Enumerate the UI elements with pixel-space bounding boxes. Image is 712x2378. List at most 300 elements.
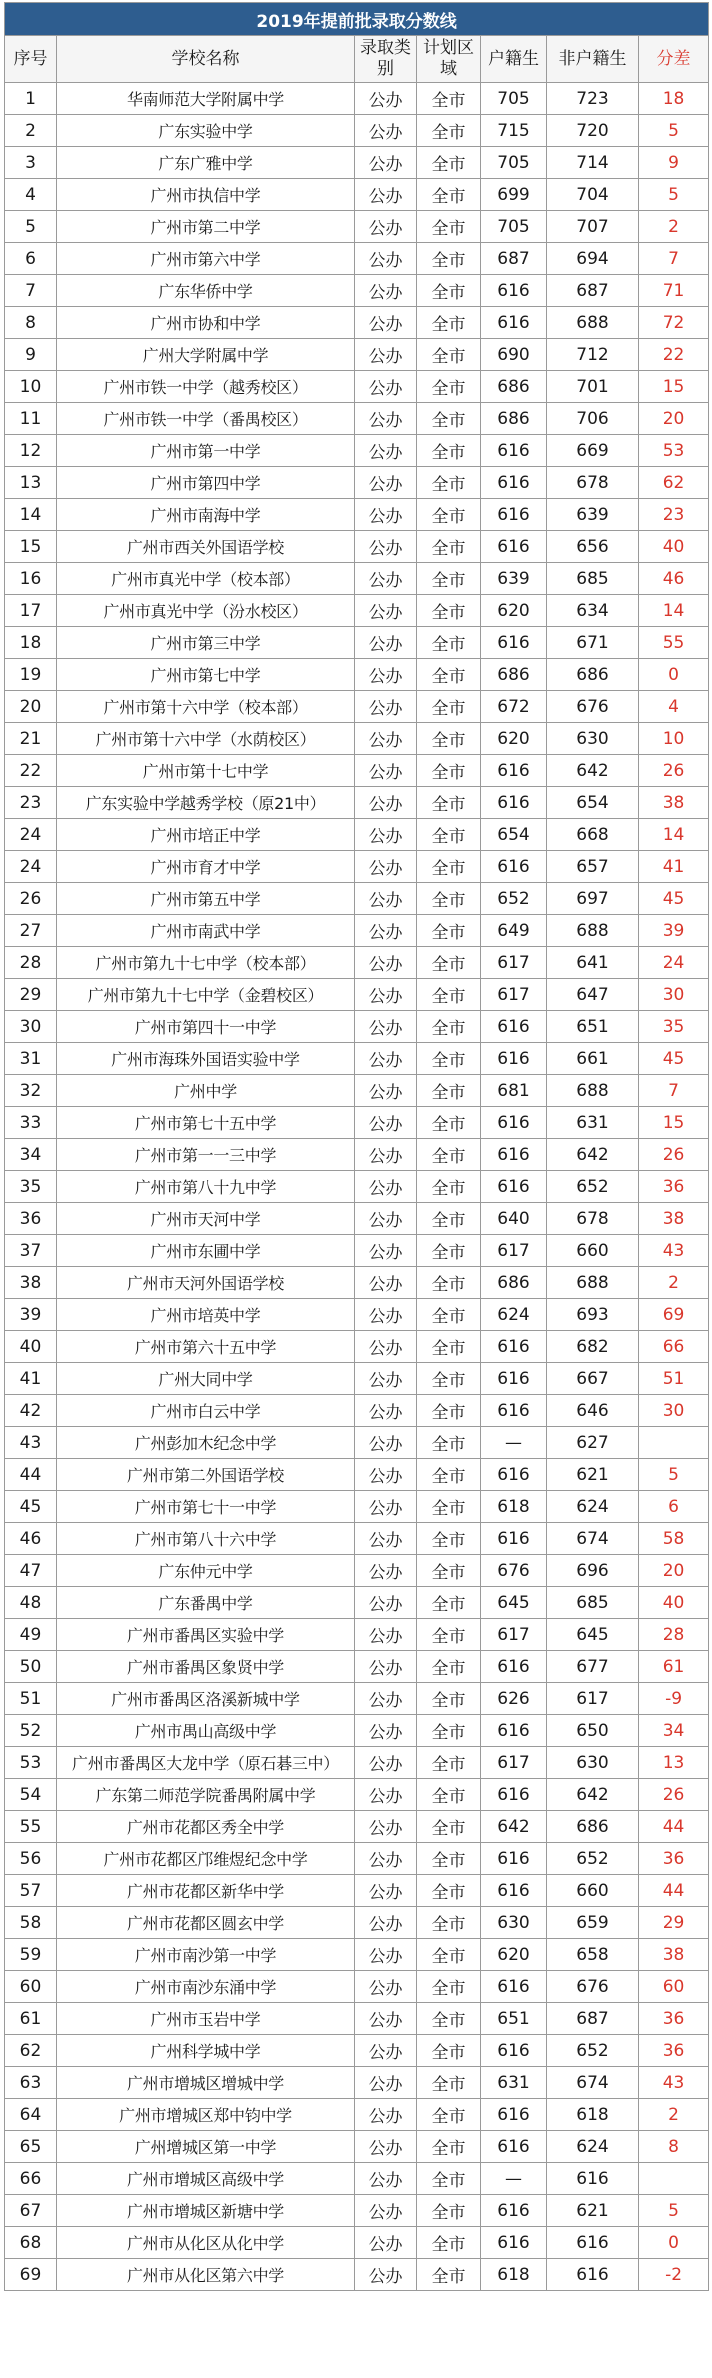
row-local-score: 616 — [481, 1875, 547, 1907]
row-type: 公办 — [355, 1843, 417, 1875]
row-local-score: 686 — [481, 371, 547, 403]
row-nonlocal-score: 642 — [547, 1779, 639, 1811]
row-local-score: 618 — [481, 1491, 547, 1523]
row-index: 1 — [5, 83, 57, 115]
row-school-name: 广东番禺中学 — [57, 1587, 355, 1619]
row-local-score: 616 — [481, 2195, 547, 2227]
row-local-score: 616 — [481, 1043, 547, 1075]
table-row — [5, 2259, 709, 2291]
row-index: 63 — [5, 2067, 57, 2099]
row-school-name: 广州市第七十五中学 — [57, 1107, 355, 1139]
row-local-score: 676 — [481, 1555, 547, 1587]
row-school-name: 广州市第十六中学（校本部） — [57, 691, 355, 723]
table-row — [5, 1971, 709, 2003]
row-school-name: 广州市第六十五中学 — [57, 1331, 355, 1363]
row-area: 全市 — [417, 787, 481, 819]
row-score-diff: 5 — [639, 2195, 709, 2227]
row-area: 全市 — [417, 1363, 481, 1395]
table-row — [5, 2163, 709, 2195]
row-score-diff: 46 — [639, 563, 709, 595]
row-score-diff: 55 — [639, 627, 709, 659]
table-row — [5, 723, 709, 755]
row-type: 公办 — [355, 1491, 417, 1523]
row-nonlocal-score: 667 — [547, 1363, 639, 1395]
row-index: 22 — [5, 755, 57, 787]
row-type: 公办 — [355, 915, 417, 947]
row-index: 3 — [5, 147, 57, 179]
table-row — [5, 2003, 709, 2035]
row-local-score: 690 — [481, 339, 547, 371]
row-type: 公办 — [355, 435, 417, 467]
row-nonlocal-score: 688 — [547, 1075, 639, 1107]
row-score-diff: 29 — [639, 1907, 709, 1939]
row-index: 20 — [5, 691, 57, 723]
table-row — [5, 627, 709, 659]
row-school-name: 广州大同中学 — [57, 1363, 355, 1395]
row-nonlocal-score: 652 — [547, 1171, 639, 1203]
row-type: 公办 — [355, 115, 417, 147]
table-row — [5, 211, 709, 243]
row-nonlocal-score: 639 — [547, 499, 639, 531]
header-diff: 分差 — [639, 36, 709, 83]
row-local-score: 630 — [481, 1907, 547, 1939]
row-school-name: 广州市花都区邝维煜纪念中学 — [57, 1843, 355, 1875]
row-score-diff: -9 — [639, 1683, 709, 1715]
row-type: 公办 — [355, 819, 417, 851]
row-nonlocal-score: 693 — [547, 1299, 639, 1331]
row-type: 公办 — [355, 1363, 417, 1395]
row-area: 全市 — [417, 1683, 481, 1715]
row-nonlocal-score: 621 — [547, 1459, 639, 1491]
row-type: 公办 — [355, 755, 417, 787]
row-area: 全市 — [417, 115, 481, 147]
row-score-diff: 38 — [639, 1203, 709, 1235]
table-header-row — [5, 36, 709, 83]
row-score-diff: 40 — [639, 1587, 709, 1619]
row-area: 全市 — [417, 435, 481, 467]
row-nonlocal-score: 697 — [547, 883, 639, 915]
row-local-score: 616 — [481, 1363, 547, 1395]
row-school-name: 广州市天河外国语学校 — [57, 1267, 355, 1299]
table-row — [5, 1747, 709, 1779]
row-school-name: 广州市培英中学 — [57, 1299, 355, 1331]
table-row — [5, 403, 709, 435]
row-area: 全市 — [417, 1971, 481, 2003]
row-score-diff: 7 — [639, 1075, 709, 1107]
row-nonlocal-score: 678 — [547, 1203, 639, 1235]
row-area: 全市 — [417, 1939, 481, 1971]
row-type: 公办 — [355, 1619, 417, 1651]
row-index: 48 — [5, 1587, 57, 1619]
row-school-name: 广州市西关外国语学校 — [57, 531, 355, 563]
row-nonlocal-score: 685 — [547, 563, 639, 595]
row-nonlocal-score: 630 — [547, 1747, 639, 1779]
row-score-diff: 44 — [639, 1811, 709, 1843]
row-school-name: 广州市番禺区实验中学 — [57, 1619, 355, 1651]
row-score-diff: 36 — [639, 2003, 709, 2035]
row-area: 全市 — [417, 1459, 481, 1491]
row-index: 9 — [5, 339, 57, 371]
row-area: 全市 — [417, 819, 481, 851]
table-row — [5, 467, 709, 499]
row-index: 59 — [5, 1939, 57, 1971]
row-area: 全市 — [417, 851, 481, 883]
row-type: 公办 — [355, 499, 417, 531]
table-row — [5, 1651, 709, 1683]
table-row — [5, 595, 709, 627]
table-row — [5, 307, 709, 339]
row-area: 全市 — [417, 947, 481, 979]
row-index: 12 — [5, 435, 57, 467]
row-type: 公办 — [355, 83, 417, 115]
row-score-diff: 26 — [639, 1779, 709, 1811]
row-type: 公办 — [355, 1427, 417, 1459]
row-nonlocal-score: 630 — [547, 723, 639, 755]
row-nonlocal-score: 642 — [547, 755, 639, 787]
table-row — [5, 915, 709, 947]
table-row — [5, 1139, 709, 1171]
row-type: 公办 — [355, 1139, 417, 1171]
row-index: 19 — [5, 659, 57, 691]
table-row — [5, 787, 709, 819]
table-row — [5, 147, 709, 179]
row-local-score: 616 — [481, 1011, 547, 1043]
row-area: 全市 — [417, 1619, 481, 1651]
row-index: 33 — [5, 1107, 57, 1139]
row-type: 公办 — [355, 403, 417, 435]
row-area: 全市 — [417, 627, 481, 659]
row-school-name: 广州市铁一中学（越秀校区） — [57, 371, 355, 403]
row-school-name: 广州市第八十六中学 — [57, 1523, 355, 1555]
row-type: 公办 — [355, 947, 417, 979]
row-nonlocal-score: 634 — [547, 595, 639, 627]
row-type: 公办 — [355, 1971, 417, 2003]
row-school-name: 广州市第一中学 — [57, 435, 355, 467]
row-school-name: 广东华侨中学 — [57, 275, 355, 307]
row-local-score: 616 — [481, 1139, 547, 1171]
row-nonlocal-score: 686 — [547, 1811, 639, 1843]
row-type: 公办 — [355, 1811, 417, 1843]
table-row — [5, 2067, 709, 2099]
row-type: 公办 — [355, 2227, 417, 2259]
row-school-name: 广州市花都区新华中学 — [57, 1875, 355, 1907]
row-nonlocal-score: 647 — [547, 979, 639, 1011]
row-nonlocal-score: 621 — [547, 2195, 639, 2227]
row-area: 全市 — [417, 915, 481, 947]
row-type: 公办 — [355, 1907, 417, 1939]
row-local-score: 616 — [481, 1715, 547, 1747]
row-school-name: 广州市第九十七中学（金碧校区） — [57, 979, 355, 1011]
row-score-diff: 5 — [639, 179, 709, 211]
row-school-name: 广州市第四中学 — [57, 467, 355, 499]
table-row — [5, 1075, 709, 1107]
row-type: 公办 — [355, 1011, 417, 1043]
row-nonlocal-score: 688 — [547, 307, 639, 339]
row-index: 46 — [5, 1523, 57, 1555]
row-type: 公办 — [355, 371, 417, 403]
row-nonlocal-score: 707 — [547, 211, 639, 243]
row-type: 公办 — [355, 211, 417, 243]
row-score-diff: 2 — [639, 1267, 709, 1299]
row-nonlocal-score: 669 — [547, 435, 639, 467]
row-score-diff: 2 — [639, 2099, 709, 2131]
row-score-diff: 5 — [639, 115, 709, 147]
table-row — [5, 563, 709, 595]
row-local-score: 617 — [481, 1235, 547, 1267]
row-score-diff: 7 — [639, 243, 709, 275]
row-index: 13 — [5, 467, 57, 499]
row-score-diff: 0 — [639, 659, 709, 691]
row-school-name: 广州市东圃中学 — [57, 1235, 355, 1267]
table-row — [5, 1683, 709, 1715]
row-local-score: 616 — [481, 531, 547, 563]
row-local-score: 616 — [481, 307, 547, 339]
row-score-diff: 58 — [639, 1523, 709, 1555]
row-local-score: 616 — [481, 467, 547, 499]
row-score-diff: 61 — [639, 1651, 709, 1683]
row-index: 66 — [5, 2163, 57, 2195]
table-row — [5, 1811, 709, 1843]
row-school-name: 广州彭加木纪念中学 — [57, 1427, 355, 1459]
row-area: 全市 — [417, 1843, 481, 1875]
row-area: 全市 — [417, 1523, 481, 1555]
row-local-score: 616 — [481, 2035, 547, 2067]
row-type: 公办 — [355, 2003, 417, 2035]
row-nonlocal-score: 696 — [547, 1555, 639, 1587]
row-index: 28 — [5, 947, 57, 979]
row-index: 49 — [5, 1619, 57, 1651]
row-local-score: 616 — [481, 1395, 547, 1427]
row-index: 23 — [5, 787, 57, 819]
table-row — [5, 1395, 709, 1427]
row-school-name: 广州市第二中学 — [57, 211, 355, 243]
row-area: 全市 — [417, 2227, 481, 2259]
row-area: 全市 — [417, 1427, 481, 1459]
row-score-diff: 13 — [639, 1747, 709, 1779]
row-index: 29 — [5, 979, 57, 1011]
row-score-diff: 43 — [639, 2067, 709, 2099]
row-area: 全市 — [417, 1491, 481, 1523]
row-local-score: 616 — [481, 1459, 547, 1491]
row-area: 全市 — [417, 1011, 481, 1043]
row-index: 34 — [5, 1139, 57, 1171]
row-index: 36 — [5, 1203, 57, 1235]
row-school-name: 广州市第四十一中学 — [57, 1011, 355, 1043]
row-score-diff: 40 — [639, 531, 709, 563]
row-local-score: 620 — [481, 595, 547, 627]
table-row — [5, 1619, 709, 1651]
row-type: 公办 — [355, 179, 417, 211]
row-index: 44 — [5, 1459, 57, 1491]
row-area: 全市 — [417, 1811, 481, 1843]
row-area: 全市 — [417, 1171, 481, 1203]
row-type: 公办 — [355, 1779, 417, 1811]
row-index: 43 — [5, 1427, 57, 1459]
row-area: 全市 — [417, 755, 481, 787]
row-area: 全市 — [417, 1139, 481, 1171]
row-school-name: 广州市增城区高级中学 — [57, 2163, 355, 2195]
row-school-name: 广州市番禺区洛溪新城中学 — [57, 1683, 355, 1715]
row-index: 40 — [5, 1331, 57, 1363]
row-index: 24 — [5, 851, 57, 883]
row-area: 全市 — [417, 2067, 481, 2099]
row-area: 全市 — [417, 499, 481, 531]
row-school-name: 广州市协和中学 — [57, 307, 355, 339]
row-score-diff: 22 — [639, 339, 709, 371]
row-local-score: 681 — [481, 1075, 547, 1107]
row-area: 全市 — [417, 1555, 481, 1587]
row-score-diff: 38 — [639, 787, 709, 819]
row-local-score: 631 — [481, 2067, 547, 2099]
row-local-score: 618 — [481, 2259, 547, 2291]
row-type: 公办 — [355, 531, 417, 563]
table-row — [5, 339, 709, 371]
row-index: 69 — [5, 2259, 57, 2291]
row-local-score: 645 — [481, 1587, 547, 1619]
row-school-name: 广州市花都区圆玄中学 — [57, 1907, 355, 1939]
row-type: 公办 — [355, 2195, 417, 2227]
row-school-name: 广州中学 — [57, 1075, 355, 1107]
table-row — [5, 2035, 709, 2067]
header-area: 计划区域 — [417, 36, 481, 83]
row-nonlocal-score: 646 — [547, 1395, 639, 1427]
row-index: 6 — [5, 243, 57, 275]
row-index: 45 — [5, 1491, 57, 1523]
header-type: 录取类别 — [355, 36, 417, 83]
table-row — [5, 1875, 709, 1907]
row-area: 全市 — [417, 403, 481, 435]
row-nonlocal-score: 618 — [547, 2099, 639, 2131]
row-score-diff: 8 — [639, 2131, 709, 2163]
row-area: 全市 — [417, 1299, 481, 1331]
row-type: 公办 — [355, 243, 417, 275]
row-index: 24 — [5, 819, 57, 851]
row-type: 公办 — [355, 851, 417, 883]
row-index: 16 — [5, 563, 57, 595]
row-index: 10 — [5, 371, 57, 403]
row-school-name: 广州市第六中学 — [57, 243, 355, 275]
row-score-diff: 28 — [639, 1619, 709, 1651]
row-type: 公办 — [355, 307, 417, 339]
table-row — [5, 1907, 709, 1939]
table-row — [5, 851, 709, 883]
row-school-name: 广州市南沙东涌中学 — [57, 1971, 355, 2003]
row-index: 64 — [5, 2099, 57, 2131]
table-row — [5, 1011, 709, 1043]
row-school-name: 广州市真光中学（汾水校区） — [57, 595, 355, 627]
row-school-name: 广州市番禺区象贤中学 — [57, 1651, 355, 1683]
row-nonlocal-score: 658 — [547, 1939, 639, 1971]
table-row — [5, 2099, 709, 2131]
row-type: 公办 — [355, 1203, 417, 1235]
row-school-name: 广州市第十六中学（水荫校区） — [57, 723, 355, 755]
row-school-name: 广州市执信中学 — [57, 179, 355, 211]
row-score-diff: 15 — [639, 371, 709, 403]
row-type: 公办 — [355, 1459, 417, 1491]
row-school-name: 广州市增城区郑中钧中学 — [57, 2099, 355, 2131]
row-area: 全市 — [417, 883, 481, 915]
row-area: 全市 — [417, 1875, 481, 1907]
row-type: 公办 — [355, 1331, 417, 1363]
row-type: 公办 — [355, 275, 417, 307]
row-local-score: 616 — [481, 851, 547, 883]
row-school-name: 广州市第一一三中学 — [57, 1139, 355, 1171]
row-score-diff: 45 — [639, 883, 709, 915]
admission-score-table — [4, 2, 709, 2291]
row-area: 全市 — [417, 211, 481, 243]
table-row — [5, 1043, 709, 1075]
table-row — [5, 1587, 709, 1619]
row-nonlocal-score: 685 — [547, 1587, 639, 1619]
table-row — [5, 1459, 709, 1491]
row-nonlocal-score: 723 — [547, 83, 639, 115]
row-type: 公办 — [355, 1107, 417, 1139]
row-index: 21 — [5, 723, 57, 755]
row-local-score: 616 — [481, 1171, 547, 1203]
row-area: 全市 — [417, 1203, 481, 1235]
row-index: 56 — [5, 1843, 57, 1875]
row-local-score: 715 — [481, 115, 547, 147]
row-type: 公办 — [355, 723, 417, 755]
row-score-diff: 69 — [639, 1299, 709, 1331]
row-index: 55 — [5, 1811, 57, 1843]
row-nonlocal-score: 657 — [547, 851, 639, 883]
row-school-name: 广州市第七十一中学 — [57, 1491, 355, 1523]
row-nonlocal-score: 714 — [547, 147, 639, 179]
row-index: 15 — [5, 531, 57, 563]
row-nonlocal-score: 687 — [547, 275, 639, 307]
row-index: 67 — [5, 2195, 57, 2227]
row-score-diff: 41 — [639, 851, 709, 883]
row-type: 公办 — [355, 1235, 417, 1267]
row-area: 全市 — [417, 275, 481, 307]
row-index: 47 — [5, 1555, 57, 1587]
row-school-name: 广州大学附属中学 — [57, 339, 355, 371]
row-index: 17 — [5, 595, 57, 627]
row-nonlocal-score: 694 — [547, 243, 639, 275]
row-local-score: 616 — [481, 627, 547, 659]
row-score-diff: 5 — [639, 1459, 709, 1491]
row-score-diff: 34 — [639, 1715, 709, 1747]
row-type: 公办 — [355, 1715, 417, 1747]
table-row — [5, 883, 709, 915]
table-body — [5, 83, 709, 2291]
table-row — [5, 2227, 709, 2259]
row-index: 2 — [5, 115, 57, 147]
row-area: 全市 — [417, 2099, 481, 2131]
row-index: 57 — [5, 1875, 57, 1907]
row-local-score: 654 — [481, 819, 547, 851]
row-index: 65 — [5, 2131, 57, 2163]
row-nonlocal-score: 616 — [547, 2259, 639, 2291]
row-type: 公办 — [355, 1939, 417, 1971]
row-local-score: 616 — [481, 787, 547, 819]
row-local-score: 616 — [481, 1331, 547, 1363]
row-type: 公办 — [355, 2131, 417, 2163]
row-score-diff: 20 — [639, 403, 709, 435]
row-nonlocal-score: 654 — [547, 787, 639, 819]
row-index: 39 — [5, 1299, 57, 1331]
table-row — [5, 1427, 709, 1459]
row-local-score: 639 — [481, 563, 547, 595]
row-local-score: 705 — [481, 83, 547, 115]
row-nonlocal-score: 678 — [547, 467, 639, 499]
row-local-score: 616 — [481, 1523, 547, 1555]
row-index: 37 — [5, 1235, 57, 1267]
row-type: 公办 — [355, 2099, 417, 2131]
row-score-diff: 72 — [639, 307, 709, 339]
row-index: 27 — [5, 915, 57, 947]
